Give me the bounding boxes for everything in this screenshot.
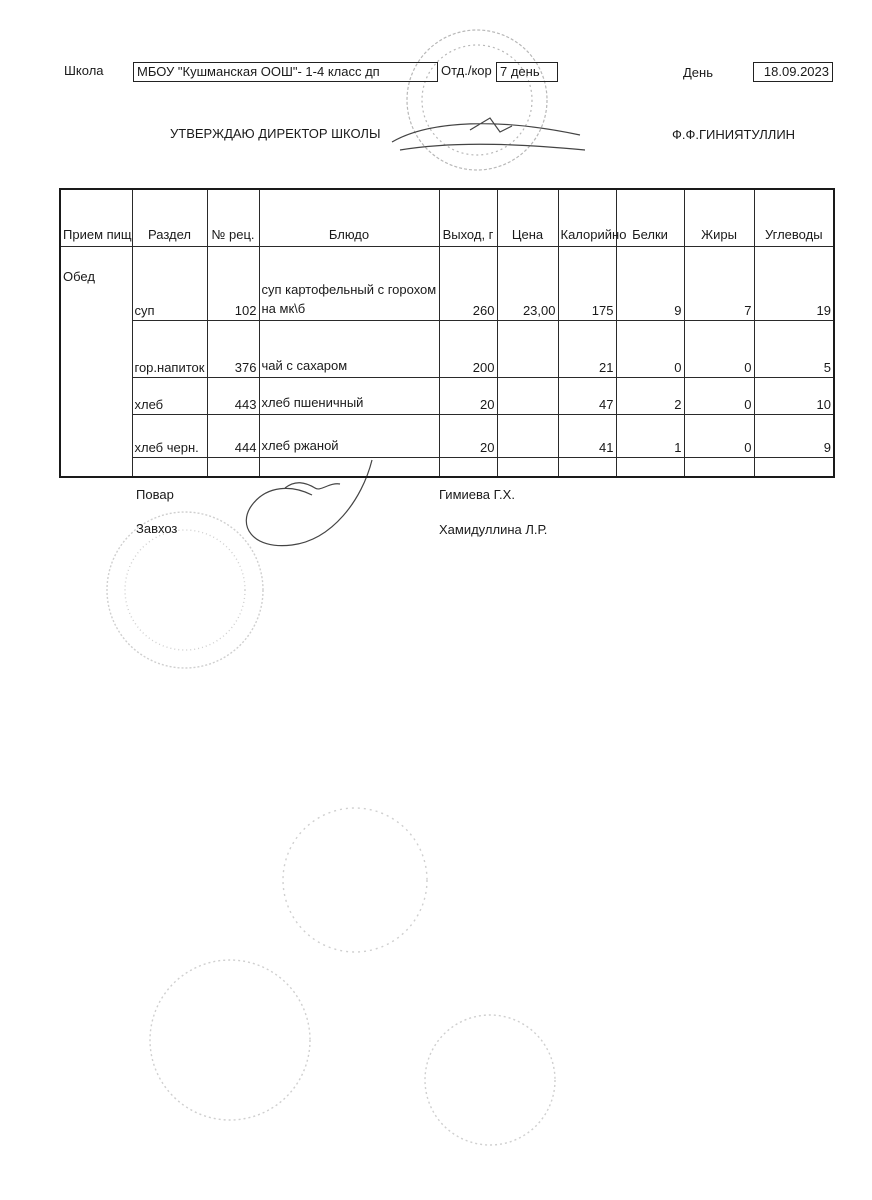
- yield-cell: 200: [439, 321, 497, 378]
- menu-table: [59, 188, 835, 478]
- fat-cell: 0: [684, 321, 754, 378]
- school-label: Школа: [64, 63, 104, 78]
- table-row: [60, 321, 834, 378]
- fat-cell: 7: [684, 247, 754, 321]
- yield-cell: 260: [439, 247, 497, 321]
- date-field: 18.09.2023: [753, 62, 833, 82]
- recipe-cell: 376: [207, 321, 259, 378]
- section-cell: суп: [132, 247, 207, 321]
- protein-cell: 9: [616, 247, 684, 321]
- recipe-cell: 443: [207, 378, 259, 415]
- approval-text: УТВЕРЖДАЮ ДИРЕКТОР ШКОЛЫ: [170, 126, 381, 141]
- carbs-cell: 9: [754, 415, 834, 458]
- col-recipe: № рец.: [207, 189, 259, 247]
- cook-name: Гимиева Г.Х.: [439, 487, 515, 502]
- school-field: МБОУ "Кушманская ООШ"- 1-4 класс дп: [133, 62, 438, 82]
- carbs-cell: 19: [754, 247, 834, 321]
- kcal-cell: 21: [558, 321, 616, 378]
- carbs-cell: 10: [754, 378, 834, 415]
- section-cell: гор.напиток: [132, 321, 207, 378]
- protein-cell: 2: [616, 378, 684, 415]
- fat-cell: 0: [684, 378, 754, 415]
- col-carbs: Углеводы: [754, 189, 834, 247]
- director-name: Ф.Ф.ГИНИЯТУЛЛИН: [672, 127, 796, 142]
- meal-cell: Обед: [60, 247, 132, 321]
- storekeeper-label: Завхоз: [136, 521, 178, 536]
- yield-cell: 20: [439, 378, 497, 415]
- recipe-cell: 102: [207, 247, 259, 321]
- table-row: [60, 247, 834, 321]
- col-protein: Белки: [616, 189, 684, 247]
- fat-cell: 0: [684, 415, 754, 458]
- dish-cell: хлеб пшеничный: [259, 378, 439, 415]
- dept-label: Отд./кор: [441, 63, 492, 78]
- col-dish: Блюдо: [259, 189, 439, 247]
- col-fat: Жиры: [684, 189, 754, 247]
- protein-cell: 1: [616, 415, 684, 458]
- dept-field: 7 день: [496, 62, 558, 82]
- carbs-cell: 5: [754, 321, 834, 378]
- table-row: [60, 415, 834, 458]
- dish-cell: суп картофельный с горохом на мк\б: [259, 247, 439, 321]
- kcal-cell: 47: [558, 378, 616, 415]
- col-meal: Прием пищ: [60, 189, 132, 247]
- cook-label: Повар: [136, 487, 174, 502]
- recipe-cell: 444: [207, 415, 259, 458]
- protein-cell: 0: [616, 321, 684, 378]
- section-cell: хлеб черн.: [132, 415, 207, 458]
- col-yield: Выход, г: [439, 189, 497, 247]
- table-row-empty: [60, 458, 834, 478]
- kcal-cell: 41: [558, 415, 616, 458]
- section-cell: хлеб: [132, 378, 207, 415]
- dish-cell: хлеб ржаной: [259, 415, 439, 458]
- day-label: День: [683, 65, 713, 80]
- price-cell: [497, 415, 558, 458]
- kcal-cell: 175: [558, 247, 616, 321]
- storekeeper-name: Хамидуллина Л.Р.: [439, 522, 548, 537]
- col-section: Раздел: [132, 189, 207, 247]
- col-price: Цена: [497, 189, 558, 247]
- price-cell: [497, 378, 558, 415]
- price-cell: [497, 321, 558, 378]
- table-row: [60, 378, 834, 415]
- price-cell: 23,00: [497, 247, 558, 321]
- yield-cell: 20: [439, 415, 497, 458]
- table-header-row: [60, 189, 834, 247]
- dish-cell: чай с сахаром: [259, 321, 439, 378]
- col-kcal: Калорийно: [558, 189, 616, 247]
